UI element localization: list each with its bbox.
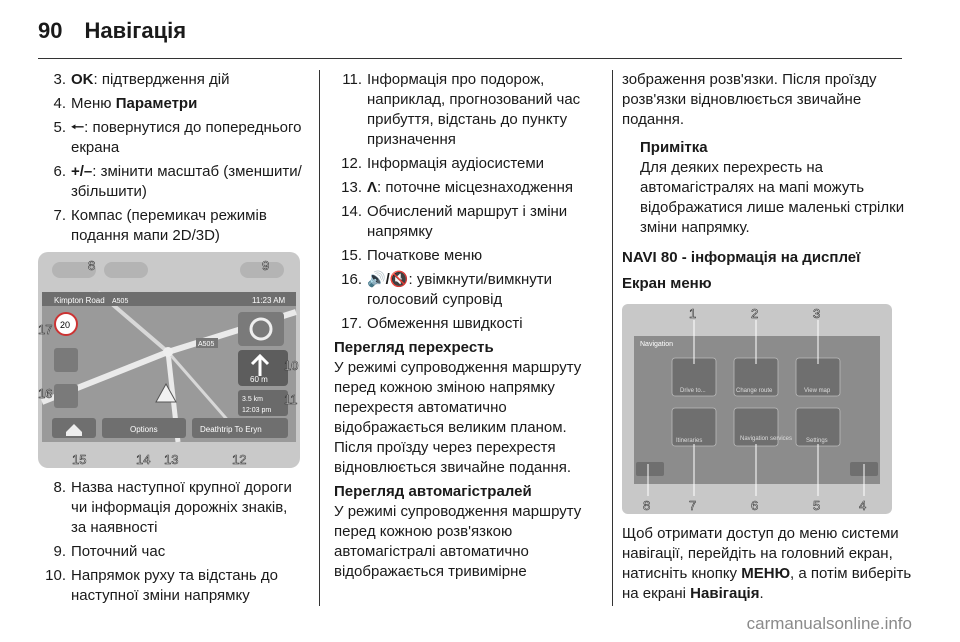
paragraph: Щоб отримати доступ до меню системи навігації, перейдіть на головний екран, натисніть кнопку МЕНЮ, а потім виберіть на екрані Навігація. — [622, 525, 912, 602]
voice-toggle-icon: 🔊/🔇 — [367, 271, 409, 288]
location-icon: Λ — [367, 179, 378, 196]
list-item: 13. Λ: поточне місцезнаходження — [341, 179, 574, 196]
section-heading: Перегляд автомагістралей — [334, 483, 532, 500]
svg-text:20: 20 — [60, 320, 71, 330]
svg-text:Itineraries: Itineraries — [676, 438, 703, 444]
svg-text:13: 13 — [164, 452, 179, 467]
svg-text:A505: A505 — [112, 298, 129, 305]
menu-screen-figure — [622, 304, 912, 514]
header-rule — [38, 58, 902, 59]
svg-text:A505: A505 — [198, 341, 215, 348]
back-arrow-icon: 🠐 — [71, 119, 85, 136]
menu-screen-illustration — [622, 304, 892, 514]
svg-text:11: 11 — [284, 392, 298, 407]
list-item: 16. 🔊/🔇: увімкнути/вимкнути голосовий супровід — [341, 271, 552, 308]
column-3 — [622, 70, 912, 608]
list-item: 3. OK: підтвердження дій — [53, 71, 230, 88]
list-item: 9. Поточний час — [53, 543, 166, 560]
list-item: 7. Компас (перемикач режимів подання мапи 2D/3D) — [53, 207, 267, 244]
svg-text:Settings: Settings — [806, 438, 828, 444]
svg-text:16: 16 — [38, 386, 53, 401]
column-2 — [334, 70, 606, 586]
watermark: carmanualsonline.info — [746, 614, 912, 633]
section-heading: Перегляд перехресть — [334, 339, 494, 356]
list-item: 6. +/–: змінити масштаб (зменшити/збільшити) — [53, 163, 302, 200]
svg-text:14: 14 — [136, 452, 151, 467]
section-heading: NAVI 80 - інформація на дисплеї — [622, 249, 861, 266]
paragraph: У режимі супроводження маршруту перед кожною зміною напрямку перехрестя автоматично відображається великим планом. Після проїзду через перехрестя відновлюється звичайне подання. — [334, 359, 582, 476]
page-number: 90 — [38, 18, 63, 43]
note-text: Для деяких перехресть на автомагістралях на мапі можуть відображатися лише маленькі стрілки зміни напрямку. — [640, 159, 905, 236]
svg-text:6: 6 — [751, 498, 759, 513]
map-screen-illustration — [38, 252, 300, 468]
page-header — [38, 18, 186, 44]
svg-text:Change route: Change route — [736, 388, 773, 394]
paragraph: У режимі супроводження маршруту перед кожною розв'язкою автомагістралі автоматично відображається тривимірне — [334, 503, 582, 580]
svg-text:15: 15 — [72, 452, 87, 467]
svg-text:5: 5 — [813, 498, 821, 513]
svg-text:1: 1 — [689, 306, 697, 321]
list-item: 12. Інформація аудіосистеми — [341, 155, 545, 172]
svg-text:8: 8 — [643, 498, 651, 513]
list-item: 8. Назва наступної крупної дороги чи інформація дорожніх знаків, за наявності — [53, 479, 292, 536]
page-title: Навігація — [84, 18, 187, 43]
list-item: 10. Напрямок руху та відстань до наступної зміни напрямку — [45, 567, 278, 604]
column-divider — [612, 70, 613, 606]
list-item: 11. Інформація про подорож, наприклад, прогнозований час прибуття, відстань до пункту призначення — [342, 71, 581, 148]
svg-text:Drive to...: Drive to... — [680, 388, 706, 394]
column-divider — [319, 70, 320, 606]
svg-text:17: 17 — [38, 322, 53, 337]
list-item: 15. Початкове меню — [341, 247, 483, 264]
paragraph: зображення розв'язки. Після проїзду розв'язки відновлюється звичайне подання. — [622, 71, 877, 128]
zoom-plus-minus-icon: +/– — [71, 163, 93, 180]
svg-text:Kimpton Road: Kimpton Road — [54, 296, 105, 305]
svg-text:12: 12 — [232, 452, 247, 467]
svg-text:12:03 pm: 12:03 pm — [242, 407, 272, 414]
list-item: 4. Меню Параметри — [53, 95, 198, 112]
svg-text:View map: View map — [804, 388, 831, 394]
note-box — [640, 138, 912, 238]
svg-text:4: 4 — [859, 498, 867, 513]
note-heading: Примітка — [640, 139, 708, 156]
svg-text:Options: Options — [130, 425, 158, 434]
svg-text:60 m: 60 m — [250, 375, 268, 384]
list-item: 14. Обчислений маршрут і зміни напрямку — [341, 203, 568, 240]
svg-text:3: 3 — [813, 306, 821, 321]
svg-text:2: 2 — [751, 306, 759, 321]
svg-text:9: 9 — [262, 258, 270, 273]
svg-text:8: 8 — [88, 258, 96, 273]
svg-text:3.5 km: 3.5 km — [242, 396, 264, 403]
navigation-screen-figure — [38, 252, 306, 468]
column-1 — [38, 70, 306, 610]
list-item: 5. 🠐: повернутися до попереднього екрана — [53, 119, 302, 156]
list-item: 17. Обмеження швидкості — [341, 315, 523, 332]
svg-text:Deathtrip To Eryn: Deathtrip To Eryn — [200, 425, 262, 434]
svg-text:Navigation services: Navigation services — [740, 436, 793, 442]
svg-text:11:23 AM: 11:23 AM — [252, 296, 286, 305]
svg-text:7: 7 — [689, 498, 697, 513]
section-heading: Екран меню — [622, 275, 712, 292]
svg-text:10: 10 — [284, 358, 299, 373]
svg-text:Navigation: Navigation — [640, 341, 674, 348]
